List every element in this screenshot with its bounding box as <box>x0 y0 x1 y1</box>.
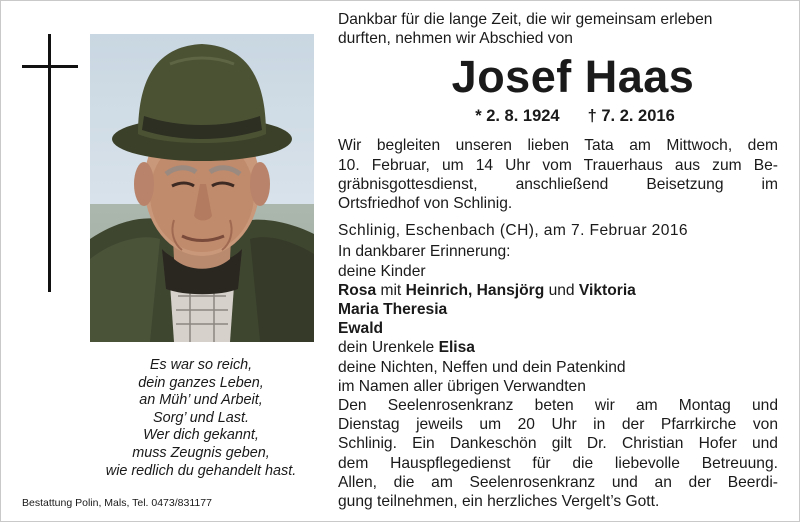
connector-text: und <box>544 281 579 299</box>
life-dates <box>338 106 778 126</box>
deceased-name: Josef Haas <box>451 51 695 103</box>
funeral-info-line: Ortsfriedhof von Schlinig. <box>338 195 513 213</box>
poem-line: muss Zeugnis geben, <box>132 444 270 461</box>
funeral-home-credit: Bestattung Polin, Mals, Tel. 0473/831177 <box>22 497 212 509</box>
poem-line: dein ganzes Leben, <box>138 374 264 391</box>
nieces-line: deine Nichten, Neffen und dein Patenkind <box>338 358 626 376</box>
rosary-info-line: gung teilnehmen, ein herzliches Vergelt’s Gott. <box>338 493 660 511</box>
relatives-line: im Namen aller übrigen Verwandten <box>338 377 586 395</box>
poem-line: wie redlich du gehandelt hast. <box>105 462 297 479</box>
obituary-text <box>338 10 778 511</box>
cross-horizontal-bar <box>22 65 78 68</box>
rosary-info-line: dem Hauspflegedienst für die liebevolle Betreuung. <box>338 454 778 472</box>
poem-line: Wer dich gekannt, <box>143 427 259 444</box>
rosary-info-line: Den Seelenrosenkranz beten wir am Montag und <box>338 397 778 415</box>
child-name: Viktoria <box>578 281 636 299</box>
child-name: Rosa <box>338 281 377 299</box>
funeral-info-line: 10. Februar, um 14 Uhr vom Trauerhaus aus zum Be- <box>338 156 778 174</box>
poem-line: Es war so reich, <box>149 357 253 373</box>
child-name: Maria Theresia <box>338 301 448 319</box>
rosary-info-line: Schlinig. Ein Dankeschön gilt Dr. Christian Hofer und <box>338 435 778 453</box>
connector-text: mit <box>376 281 406 299</box>
great-grandchild-name: Elisa <box>438 339 475 357</box>
child-name-line <box>338 319 778 338</box>
rosary-info-line: Dienstag jeweils um 20 Uhr in der Pfarrkirche von <box>338 416 778 434</box>
rosary-info-line: Allen, die am Seelenrosenkranz und an der Beerdi- <box>338 473 778 491</box>
family-heading: In dankbarer Erinnerung: <box>338 243 511 261</box>
portrait-illustration <box>90 34 314 342</box>
poem-line: an Müh’ und Arbeit, <box>139 392 263 409</box>
child-name: Ewald <box>338 320 384 338</box>
great-grandchild-line <box>338 338 778 357</box>
cross-vertical-bar <box>48 34 51 292</box>
great-grandchild-label: dein Urenkele <box>338 339 439 357</box>
poem-line: Sorg’ und Last. <box>152 409 249 426</box>
memorial-poem <box>88 357 314 480</box>
child-name: Heinrich, Hansjörg <box>405 281 545 299</box>
funeral-info-line: Wir begleiten unseren lieben Tata am Mittwoch, dem <box>338 137 778 155</box>
intro-line: durften, nehmen wir Abschied von <box>338 30 573 48</box>
child-name-line <box>338 300 778 319</box>
intro-line: Dankbar für die lange Zeit, die wir gemeinsam erleben <box>338 11 713 28</box>
birth-date: * 2. 8. 1924 <box>475 107 560 126</box>
death-date: † 7. 2. 2016 <box>587 107 675 126</box>
children-label: deine Kinder <box>338 262 426 280</box>
portrait-photo <box>90 34 314 342</box>
place-date: Schlinig, Eschenbach (CH), am 7. Februar 2016 <box>338 222 688 240</box>
children-names <box>338 281 778 300</box>
funeral-info-line: gräbnisgottesdienst, anschließend Beisetzung im <box>338 175 778 193</box>
